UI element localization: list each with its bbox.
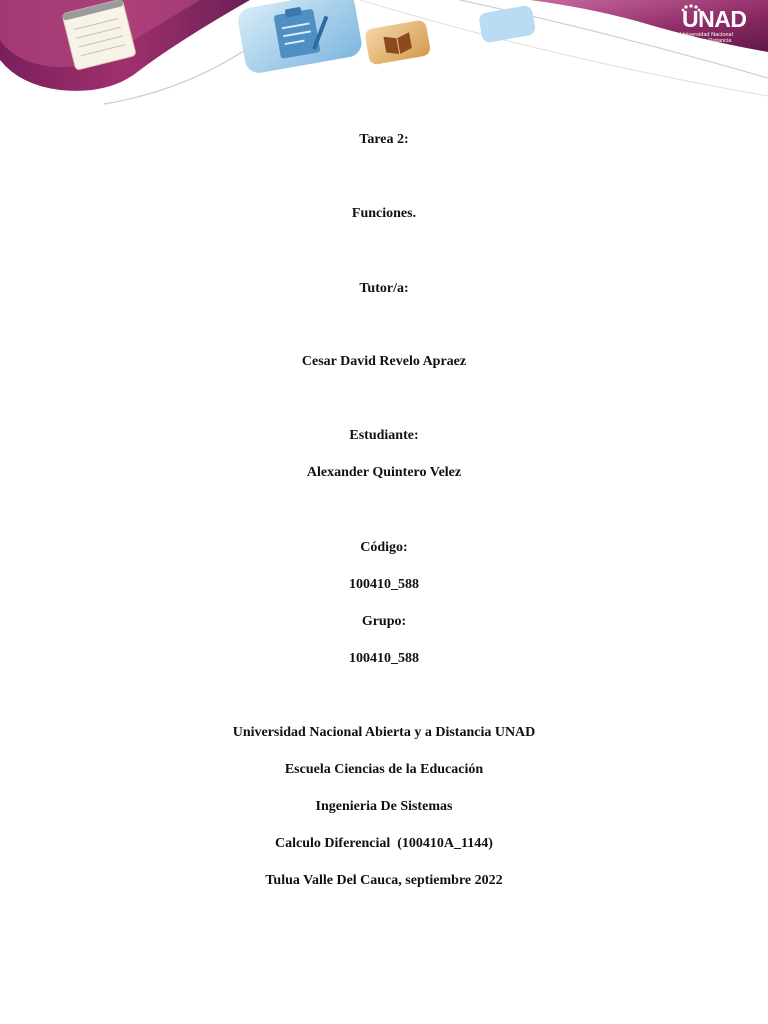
logo-text: UNAD bbox=[682, 6, 747, 32]
header-banner-graphic bbox=[0, 0, 768, 110]
place-date: Tulua Valle Del Cauca, septiembre 2022 bbox=[265, 873, 503, 888]
tutor-name: Cesar David Revelo Apraez bbox=[301, 354, 467, 369]
logo-subtitle-line1: Universidad Nacional bbox=[680, 32, 733, 38]
student-label: Estudiante: bbox=[349, 428, 419, 443]
assignment-title: Tarea 2: bbox=[359, 132, 409, 147]
group-label: Grupo: bbox=[361, 614, 407, 629]
blue-tile-decoration bbox=[478, 5, 536, 44]
group-value: 100410_588 bbox=[349, 651, 419, 666]
topic-title: Funciones. bbox=[351, 206, 417, 221]
unad-logo bbox=[676, 4, 760, 46]
code-value: 100410_588 bbox=[349, 577, 419, 592]
book-icon bbox=[364, 19, 431, 65]
header-banner bbox=[0, 0, 768, 110]
tutor-label: Tutor/a: bbox=[359, 281, 409, 296]
student-name: Alexander Quintero Velez bbox=[306, 465, 462, 480]
program-name: Ingenieria De Sistemas bbox=[315, 799, 453, 814]
course-name: Calculo Diferencial (100410A_1144) bbox=[275, 836, 493, 851]
logo-subtitle-line2: Abierta y a Distancia bbox=[680, 38, 732, 44]
code-label: Código: bbox=[360, 540, 408, 555]
school-name: Escuela Ciencias de la Educación bbox=[284, 762, 484, 777]
university-name: Universidad Nacional Abierta y a Distancia UNAD bbox=[232, 725, 536, 740]
clipboard-icon bbox=[236, 0, 364, 75]
